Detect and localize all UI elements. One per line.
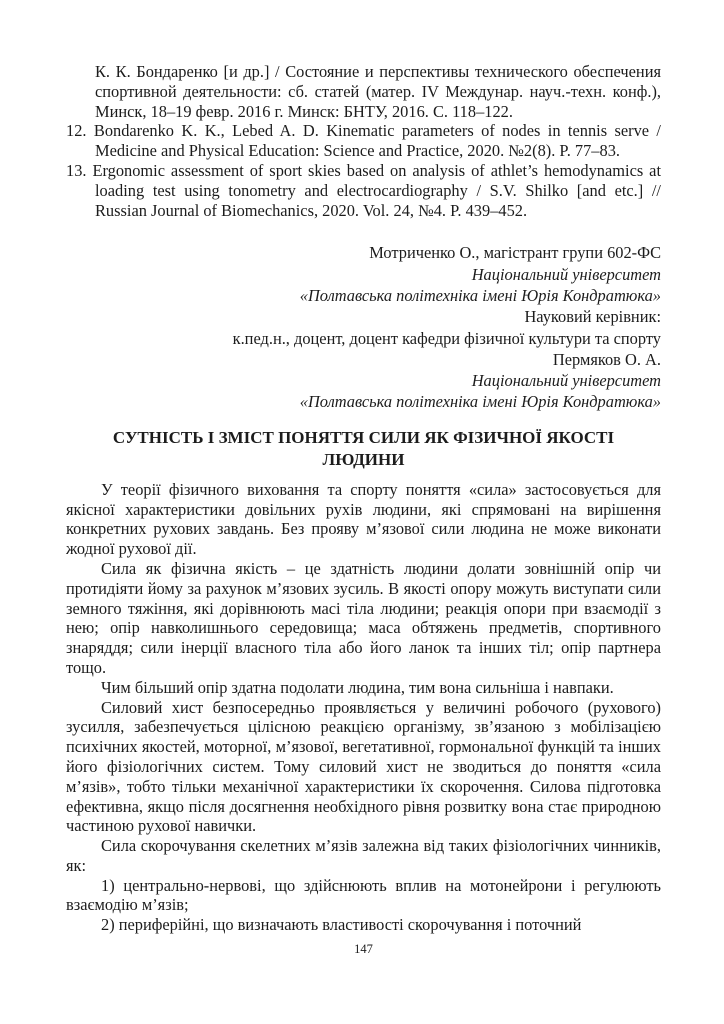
- paragraph: Сила як фізична якість – це здатність людини долати зовнішній опір чи протидіяти йому за рахунок м’язових зусиль. В якості опору можуть виступати сили земного тяжіння, які дорівнюють масі тіла людини; реакція опори при взаємодії з нею; опір навколишнього середовища; маса обтяжень предметів, спортивного знаряддя; сили інерції власного тіла або його ланок та інших тіл; опір партнера тощо.: [66, 558, 661, 677]
- reference-item: [66, 121, 661, 161]
- reference-number: 13.: [66, 160, 87, 180]
- reference-text: Bondarenko K. K., Lebed A. D. Kinematic parameters of nodes in tennis serve / Medicine and Physical Education: Science and Practice, 2020. №2(8). P. 77–83.: [93, 121, 661, 161]
- article-title: СУТНІСТЬ І ЗМІСТ ПОНЯТТЯ СИЛИ ЯК ФІЗИЧНОЇ ЯКОСТІ ЛЮДИНИ: [112, 427, 615, 469]
- paragraph: Чим більший опір здатна подолати людина, тим вона сильніша і навпаки.: [101, 677, 614, 697]
- affiliation-line: «Полтавська політехніка імені Юрія Кондратюка»: [299, 285, 661, 305]
- reference-list: [66, 62, 661, 220]
- author-line: Мотриченко О., магістрант групи 602-ФС: [369, 243, 661, 263]
- author-block: [66, 242, 661, 412]
- affiliation-line: «Полтавська політехніка імені Юрія Кондратюка»: [299, 392, 661, 412]
- reference-text: Ergonomic assessment of sport skies based on analysis of athlet’s hemodynamics at loading test using tonometry and electrocardiography / S.V. Shilko [and etc.] // Russian Journal of Biomechanics, 2020. Vol. 24, №4. P. 439–452.: [92, 160, 661, 220]
- supervisor-degree-line: к.пед.н., доцент, доцент кафедри фізичної культури та спорту: [232, 328, 661, 348]
- affiliation-line: Національний університет: [471, 371, 661, 391]
- paragraph: Силовий хист безпосередньо проявляється у величині робочого (рухового) зусилля, забезпечується цілісною реакцією організму, зв’язаною з мобілізацією психічних якостей, моторної, м’язової, вегетативної, гормональної функцій та інших його фізіологічних систем. Тому силовий хист не зводиться до поняття «сила м’язів», тобто тільки механічної характеристики їх скорочення. Силова підготовка ефективна, якщо після досягнення необхідного рівня розвитку вона стає природною частиною рухової навички.: [66, 697, 661, 836]
- paragraph: У теорії фізичного виховання та спорту поняття «сила» застосовується для якісної характеристики довільних рухів людини, які спрямовані на вирішення конкретних рухових завдань. Без прояву м’язової сили людина не може виконати жодної рухової дії.: [66, 479, 661, 559]
- affiliation-line: Національний університет: [471, 264, 661, 284]
- reference-item: [66, 161, 661, 220]
- reference-number: 12.: [66, 121, 87, 141]
- supervisor-name: Пермяков О. А.: [552, 349, 661, 369]
- article-body: [66, 480, 661, 935]
- list-paragraph: 1) центрально-нервові, що здійснюють вплив на мотонейрони і регулюють взаємодію м’язів;: [66, 875, 661, 915]
- list-paragraph: 2) периферійні, що визначають властивості скорочування і поточний: [101, 915, 582, 935]
- reference-continuation: К. К. Бондаренко [и др.] / Состояние и перспективы технического обеспечения спортивной деятельности: сб. статей (матер. IV Междунар. науч.-техн. конф.), Минск, 18–19 февр. 2016 г. Минск: БНТУ, 2016. С. 118–122.: [95, 62, 661, 121]
- page-number: 147: [354, 942, 373, 957]
- paragraph: Сила скорочування скелетних м’язів залежна від таких фізіологічних чинників, як:: [66, 836, 661, 875]
- supervisor-label: Науковий керівник:: [524, 307, 661, 327]
